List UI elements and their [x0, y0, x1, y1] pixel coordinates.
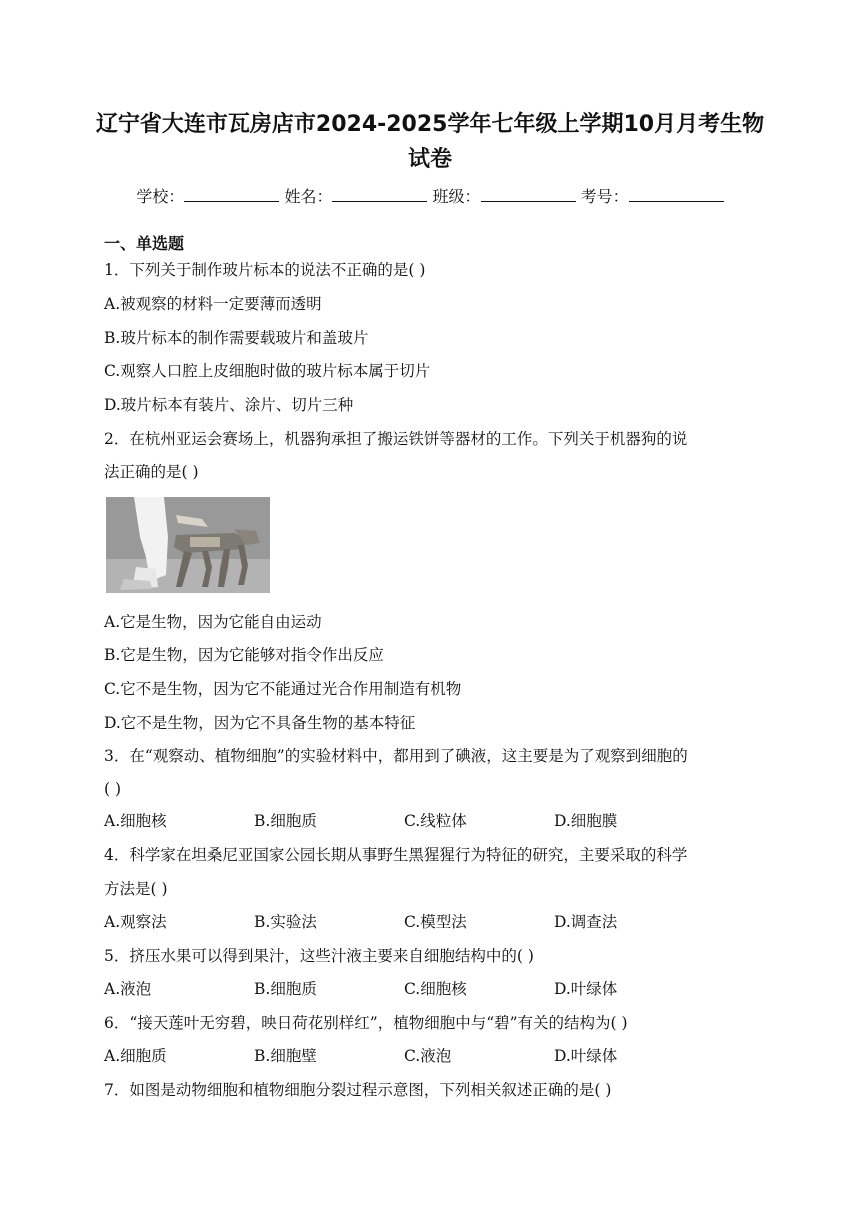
- question-3-option-c: C.线粒体: [404, 812, 467, 830]
- question-6-option-a: A.细胞质: [104, 1047, 167, 1065]
- question-1-option-c: C.观察人口腔上皮细胞时做的玻片标本属于切片: [104, 362, 431, 380]
- question-3-stem-line-1: 3．在“观察动、植物细胞”的实验材料中，都用到了碘液，这主要是为了观察到细胞的: [104, 747, 688, 765]
- question-2-option-c: C.它不是生物，因为它不能通过光合作用制造有机物: [104, 680, 462, 698]
- question-6-stem: 6．“接天莲叶无穷碧，映日荷花别样红”，植物细胞中与“碧”有关的结构为( ): [104, 1014, 628, 1032]
- question-4-option-b: B.实验法: [254, 913, 317, 931]
- question-3-stem-line-2: ( ): [104, 780, 122, 798]
- question-2-stem-line-1: 2．在杭州亚运会赛场上，机器狗承担了搬运铁饼等器材的工作。下列关于机器狗的说: [104, 430, 688, 448]
- question-2-stem-line-2: 法正确的是( ): [104, 463, 199, 481]
- question-3-option-b: B.细胞质: [254, 812, 317, 830]
- student-info-row: [0, 184, 860, 207]
- question-1-option-b: B.玻片标本的制作需要载玻片和盖玻片: [104, 329, 369, 347]
- question-3-option-a: A.细胞核: [104, 812, 167, 830]
- robot-dog-photo: [106, 497, 270, 593]
- question-2-option-a: A.它是生物，因为它能自由运动: [104, 613, 322, 631]
- class-blank: [481, 187, 576, 202]
- question-7-stem: 7．如图是动物细胞和植物细胞分裂过程示意图，下列相关叙述正确的是( ): [104, 1081, 612, 1099]
- question-5-option-b: B.细胞质: [254, 980, 317, 998]
- question-1-option-d: D.玻片标本有装片、涂片、切片三种: [104, 396, 354, 414]
- question-5-option-a: A.液泡: [104, 980, 152, 998]
- question-6-option-d: D.叶绿体: [554, 1047, 618, 1065]
- question-6-option-b: B.细胞壁: [254, 1047, 317, 1065]
- exam-title-line-2: 试卷: [407, 147, 452, 172]
- question-4-option-a: A.观察法: [104, 913, 167, 931]
- exam-title-line-1: 辽宁省大连市瓦房店市2024-2025学年七年级上学期10月月考生物: [95, 112, 765, 137]
- school-blank: [184, 187, 279, 202]
- name-blank: [332, 187, 427, 202]
- question-2-option-b: B.它是生物，因为它能够对指令作出反应: [104, 646, 384, 664]
- name-label: 姓名：: [284, 187, 333, 206]
- question-3-option-d: D.细胞膜: [554, 812, 618, 830]
- question-2-option-d: D.它不是生物，因为它不具备生物的基本特征: [104, 714, 416, 732]
- question-5-option-c: C.细胞核: [404, 980, 467, 998]
- robot-dog-illustration: [106, 497, 270, 593]
- question-4-option-d: D.调查法: [554, 913, 618, 931]
- question-4-stem-line-1: 4．科学家在坦桑尼亚国家公园长期从事野生黑猩猩行为特征的研究，主要采取的科学: [104, 846, 688, 864]
- question-5-option-d: D.叶绿体: [554, 980, 618, 998]
- question-6-option-c: C.液泡: [404, 1047, 452, 1065]
- question-4-stem-line-2: 方法是( ): [104, 880, 168, 898]
- number-label: 考号：: [580, 187, 629, 206]
- class-label: 班级：: [432, 187, 481, 206]
- question-1-stem: 1．下列关于制作玻片标本的说法不正确的是( ): [104, 261, 426, 279]
- question-4-option-c: C.模型法: [404, 913, 467, 931]
- number-blank: [629, 187, 724, 202]
- section-heading: 一、单选题: [104, 234, 185, 253]
- school-label: 学校：: [136, 187, 185, 206]
- question-1-option-a: A.被观察的材料一定要薄而透明: [104, 295, 322, 313]
- question-5-stem: 5．挤压水果可以得到果汁，这些汁液主要来自细胞结构中的( ): [104, 947, 534, 965]
